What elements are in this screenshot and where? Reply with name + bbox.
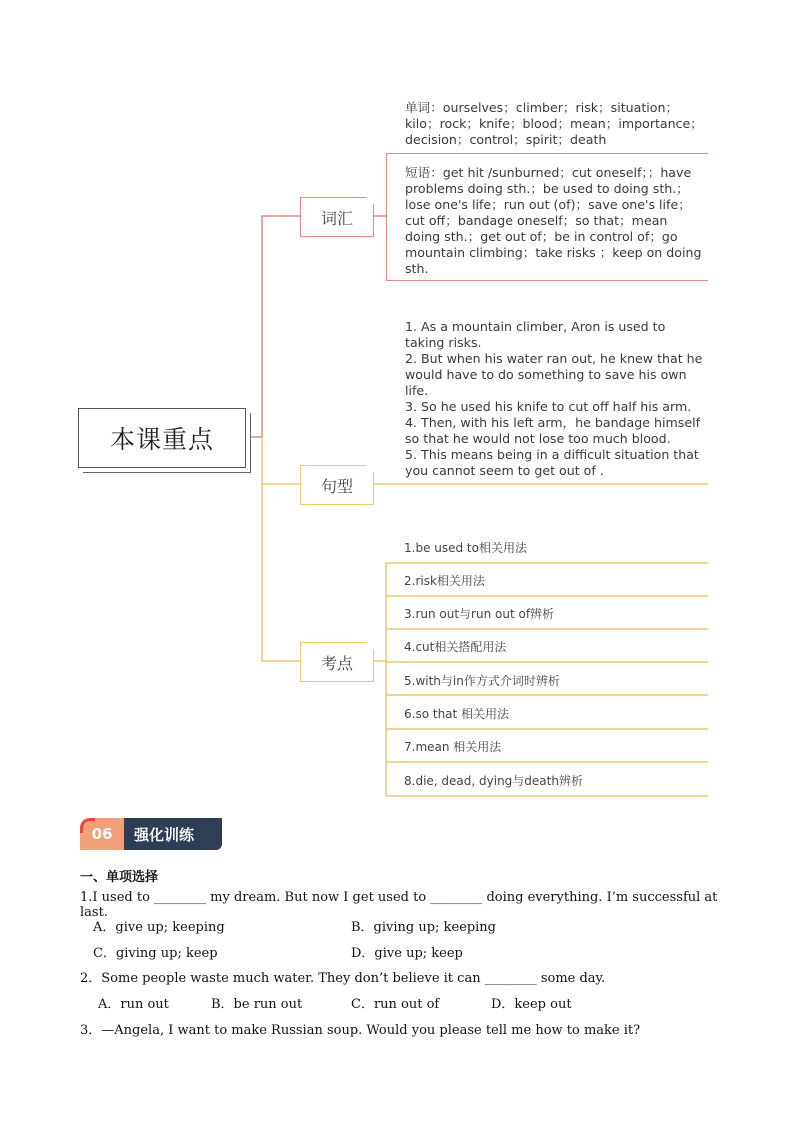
- section-number: 06: [80, 818, 124, 850]
- branch-sentences: [300, 465, 374, 505]
- vocab-phrases: 短语：get hit /sunburned；cut oneself；；have problems doing sth.；be used to doing sth.；lose one's life；run out (of)；save one's life；cut off；bandage oneself；so that；mean doing sth.；get out of；be in control of；go mountain climbing；take risks ；keep on doing sth.: [405, 165, 702, 276]
- q2-option-a: A．run out: [98, 997, 169, 1012]
- sentence-item: 4. Then, with his left arm，he bandage himself so that he would not lose too much blood.: [405, 415, 701, 446]
- branch-vocab-label: 词汇: [320, 208, 353, 228]
- q1-option-c: C．giving up; keep: [93, 946, 218, 961]
- sentence-item: 1. As a mountain climber, Aron is used to taking risks.: [405, 319, 666, 350]
- branch-sentences-label: 句型: [320, 476, 353, 496]
- sentence-item: 3. So he used his knife to cut off half his arm.: [405, 399, 692, 414]
- q2-option-d: D．keep out: [491, 997, 572, 1012]
- sentence-item: 5. This means being in a difficult situation that you cannot seem to get out of .: [405, 447, 699, 478]
- point-item: 7.mean 相关用法: [404, 739, 502, 754]
- point-item: 5.with与in作方式介词时辨析: [404, 673, 560, 688]
- part-title: 一、单项选择: [80, 870, 159, 885]
- point-item: 6.so that 相关用法: [404, 706, 510, 721]
- branch-vocab: [300, 197, 374, 237]
- vocab-words: 单词：ourselves；climber；risk；situation；kilo；rock；knife；blood；mean；importance；decision；control；spirit；death: [405, 100, 703, 147]
- point-item: 1.be used to相关用法: [404, 540, 527, 555]
- q1-stem: 1.I used to ________ my dream. But now I get used to ________ doing everything. I’m successful at last.: [80, 890, 718, 920]
- q1-option-d: D．give up; keep: [351, 946, 463, 961]
- section-header: [80, 818, 222, 850]
- q1-option-b: B．giving up; keeping: [351, 920, 497, 935]
- point-item: 2.risk相关用法: [404, 573, 485, 588]
- q2-option-c: C．run out of: [351, 997, 440, 1012]
- mindmap-root: [78, 408, 246, 468]
- q1-option-a: A．give up; keeping: [93, 920, 225, 935]
- section-title: 强化训练: [124, 818, 222, 850]
- sentence-list: [405, 319, 705, 479]
- q3-stem: 3．—Angela, I want to make Russian soup. Would you please tell me how to make it?: [80, 1023, 641, 1038]
- point-item: 3.run out与run out of辨析: [404, 606, 555, 621]
- branch-points-label: 考点: [320, 653, 353, 673]
- sentence-item: 2. But when his water ran out, he knew that he would have to do something to save his own life.: [405, 351, 703, 398]
- mindmap-root-label: 本课重点: [109, 425, 214, 454]
- point-item: 8.die, dead, dying与death辨析: [404, 773, 583, 788]
- branch-points: [300, 642, 374, 682]
- point-item: 4.cut相关搭配用法: [404, 639, 507, 654]
- q2-stem: 2．Some people waste much water. They don’t believe it can ________ some day.: [80, 971, 606, 986]
- q2-option-b: B．be run out: [211, 997, 303, 1012]
